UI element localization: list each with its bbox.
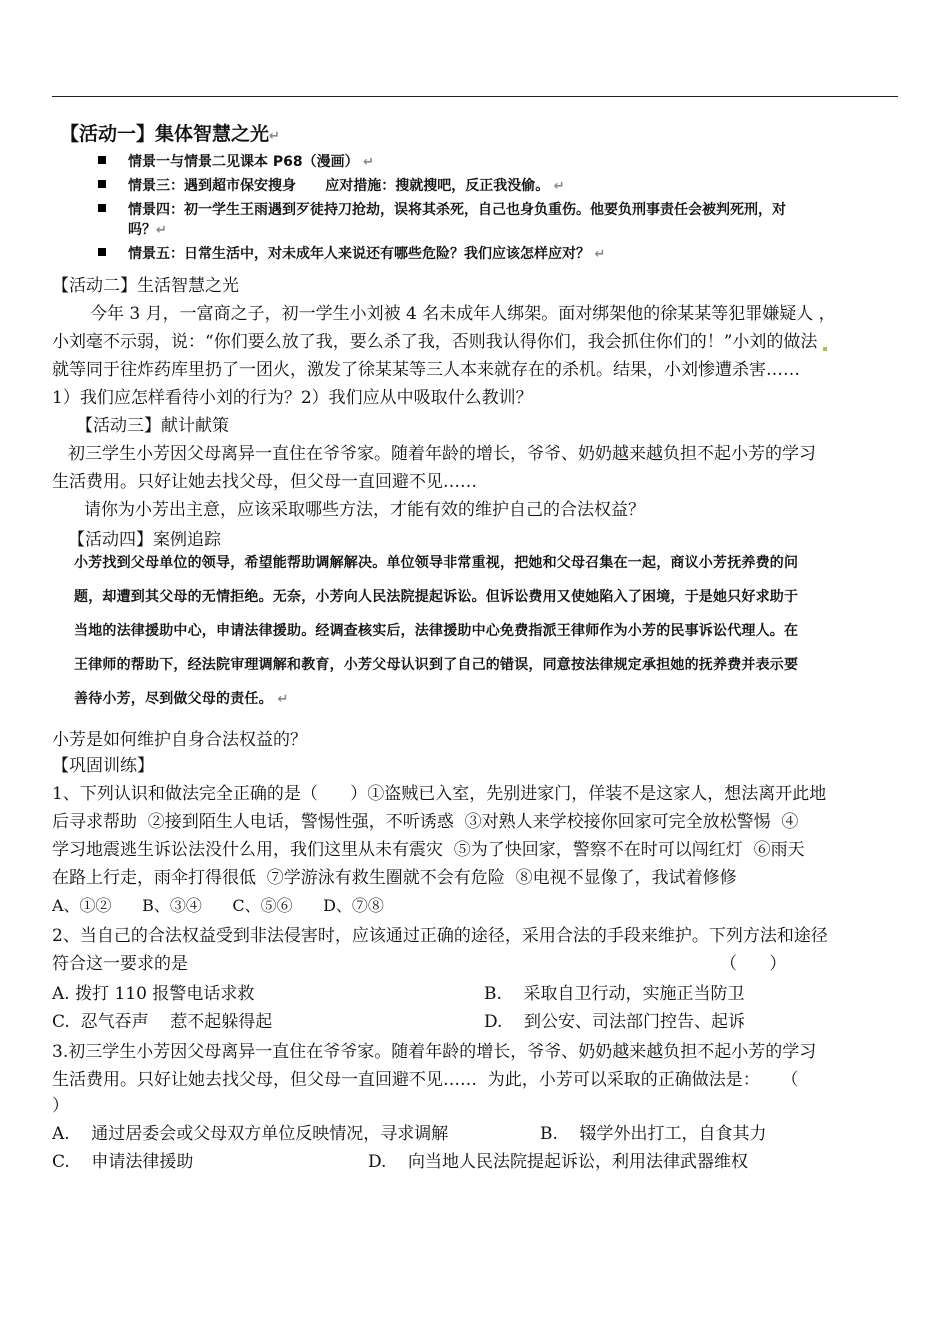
activity3-paragraph-line: 生活费用。只好让她去找父母，但父母一直回避不见…… (52, 472, 477, 492)
top-rule (52, 96, 898, 97)
q2-option-c: C. 忍气吞声 惹不起躲得起 (52, 1012, 273, 1032)
activity1-item: 情景三：遇到超市保安搜身 应对措施：搜就搜吧，反正我没偷。 ↵ (98, 172, 565, 201)
square-bullet-icon (98, 156, 106, 164)
square-bullet-icon (98, 204, 106, 212)
q1-line: 在路上行走，雨伞打得很低 ⑦学游泳有救生圈就不会有危险 ⑧电视不显像了，我试着修修 (52, 868, 737, 888)
q2-answer-blank: （ ） (720, 954, 787, 974)
activity2-heading: 【活动二】生活智慧之光 (52, 276, 239, 296)
q2-option-b: B. 采取自卫行动，实施正当防卫 (484, 984, 745, 1004)
q3-option-b: B. 辍学外出打工，自食其力 (540, 1124, 767, 1144)
case-text-line: 题，却遭到其父母的无情拒绝。无奈，小芳向人民法院提起诉讼。但诉讼费用又使她陷入了困境，于是她只好求助于 (74, 589, 799, 605)
q2-line: 2、当自己的合法权益受到非法侵害时，应该通过正确的途径，采用合法的手段来维护。下列方法和途径 (52, 926, 828, 946)
q3-option-c: C. 申请法律援助 (52, 1152, 194, 1172)
q2-option-a: A. 拨打 110 报警电话求救 (52, 984, 255, 1004)
q3-line: ） (52, 1096, 69, 1116)
marker-dot (823, 347, 827, 351)
case-text-line: 王律师的帮助下，经法院审理调解和教育，小芳父母认识到了自己的错误，同意按法律规定承担她的抚养费并表示要 (74, 657, 799, 673)
q1-line: 后寻求帮助 ②接到陌生人电话，警惕性强，不听诱惑 ③对熟人来学校接你回家可完全放松警惕 ④ (52, 812, 799, 832)
q2-option-d: D. 到公安、司法部门控告、起诉 (484, 1012, 746, 1032)
case-text-line: 当地的法律援助中心，申请法律援助。经调查核实后，法律援助中心免费指派王律师作为小芳的民事诉讼代理人。在 (74, 623, 799, 639)
case-text-line: 善待小芳，尽到做父母的责任。 ↵ (74, 691, 289, 707)
activity4-question: 小芳是如何维护自身合法权益的？ (52, 730, 307, 750)
activity3-prompt: 请你为小芳出主意，应该采取哪些方法，才能有效的维护自己的合法权益？ (84, 500, 645, 520)
practice-heading: 【巩固训练】 (52, 756, 154, 776)
activity1-item-continued: 吗？↵ (128, 222, 167, 238)
activity2-paragraph-line: 小刘毫不示弱，说：“你们要么放了我，要么杀了我，否则我认得你们，我会抓住你们的！”小刘的做法 (52, 328, 827, 356)
q3-option-d: D. 向当地人民法院提起诉讼，利用法律武器维权 (368, 1152, 749, 1172)
activity4-heading: 【活动四】案例追踪 (68, 530, 221, 550)
activity2-questions: 1）我们应怎样看待小刘的行为？2）我们应从中吸取什么教训？ (52, 388, 533, 408)
q3-line: 3.初三学生小芳因父母离异一直住在爷爷家。随着年龄的增长，爷爷、奶奶越来越负担不起小芳的学习 (52, 1042, 817, 1062)
activity1-heading: 【活动一】集体智慧之光↵ (60, 123, 280, 145)
q3-line: 生活费用。只好让她去找父母，但父母一直回避不见…… 为此，小芳可以采取的正确做法是： （ (52, 1070, 799, 1090)
q1-options: A、①② B、③④ C、⑤⑥ D、⑦⑧ (52, 896, 384, 915)
activity2-paragraph-line: 今年 3 月，一富商之子，初一学生小刘被 4 名未成年人绑架。面对绑架他的徐某某等犯罪嫌疑人 ， (90, 304, 836, 324)
activity1-item: 情景五：日常生活中，对未成年人来说还有哪些危险？我们应该怎样应对？ ↵ (98, 240, 605, 269)
activity1-item: 情景一与情景二见课本 P68（漫画） ↵ (98, 148, 374, 177)
square-bullet-icon (98, 180, 106, 188)
activity1-item: 情景四：初一学生王雨遇到歹徒持刀抢劫，误将其杀死，自己也身负重伤。他要负刑事责任会被判死刑，对 (98, 196, 786, 224)
case-text-line: 小芳找到父母单位的领导，希望能帮助调解解决。单位领导非常重视，把她和父母召集在一起，商议小芳抚养费的问 (74, 555, 799, 571)
square-bullet-icon (98, 248, 106, 256)
activity3-heading: 【活动三】献计献策 (76, 416, 229, 436)
activity2-paragraph-line: 就等同于往炸药库里扔了一团火，激发了徐某某等三人本来就存在的杀机。结果，小刘惨遭杀害…… (52, 360, 800, 380)
q1-line: 1、下列认识和做法完全正确的是（ ）①盗贼已入室，先别进家门，佯装不是这家人，想法离开此地 (52, 784, 827, 804)
q2-line: 符合这一要求的是 (52, 954, 188, 974)
q3-option-a: A. 通过居委会或父母双方单位反映情况，寻求调解 (52, 1124, 449, 1144)
q1-line: 学习地震逃生诉讼法没什么用，我们这里从未有震灾 ⑤为了快回家，警察不在时可以闯红灯 ⑥雨天 (52, 840, 805, 860)
activity3-paragraph-line: 初三学生小芳因父母离异一直住在爷爷家。随着年龄的增长，爷爷、奶奶越来越负担不起小芳的学习 (68, 444, 816, 464)
